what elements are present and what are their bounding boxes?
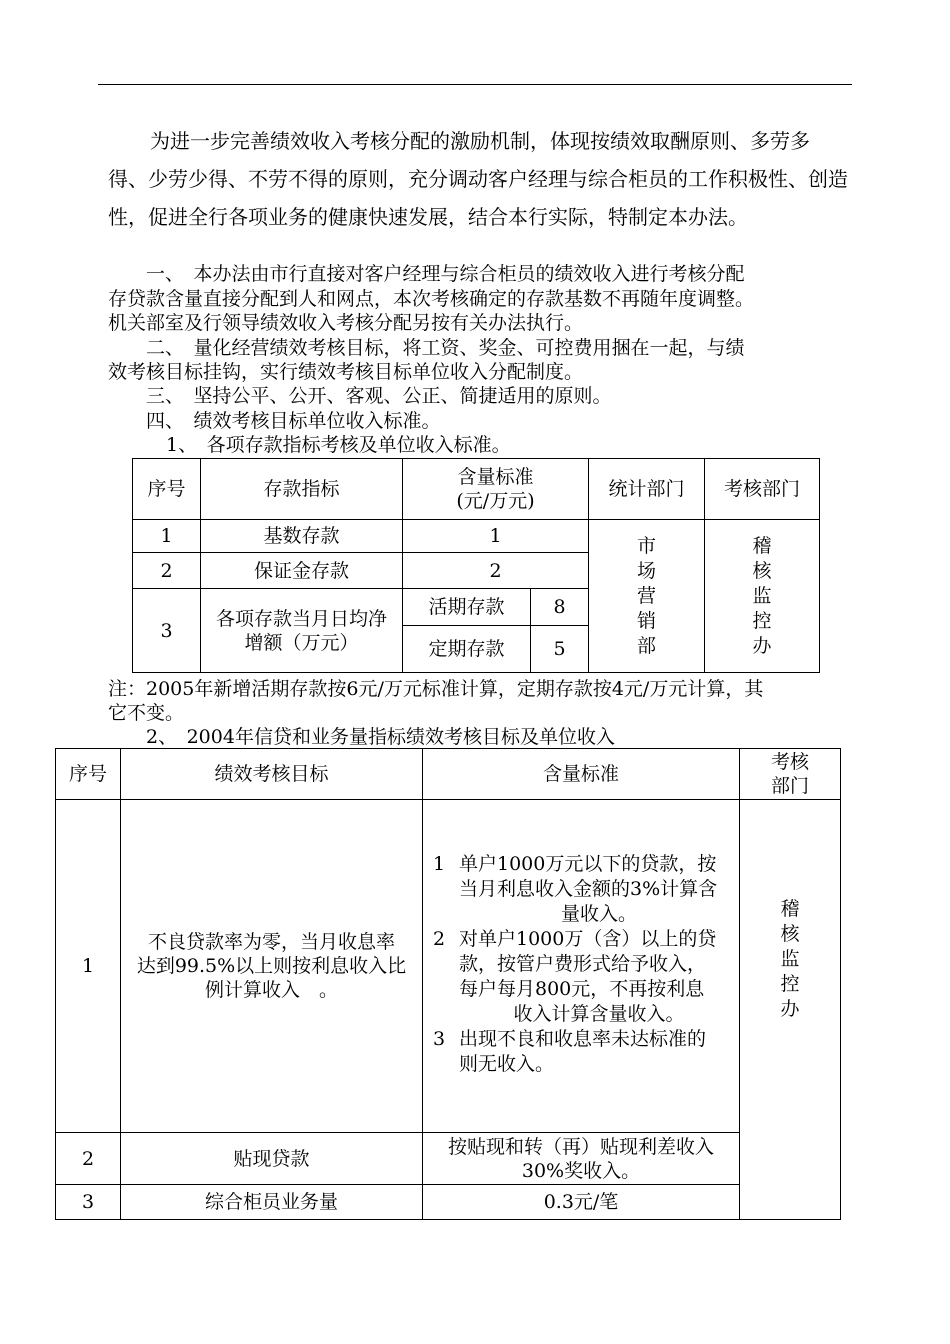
cell-sub-value: 8	[531, 589, 589, 626]
th-target: 绩效考核目标	[121, 749, 423, 800]
cell-seq: 3	[56, 1185, 121, 1220]
th-standard: 含量标准	[423, 749, 740, 800]
std-l1: 按贴现和转（再）贴现利差收入	[447, 1135, 714, 1158]
cell-sub-value: 5	[531, 626, 589, 673]
th-dept-l1: 考核	[770, 751, 809, 773]
deposit-table	[132, 458, 820, 673]
cell-indicator: 保证金存款	[201, 553, 403, 589]
cell-sub-label: 定期存款	[403, 626, 531, 673]
th-dept	[740, 749, 841, 800]
target-l1: 不良贷款率为零，当月收息率	[147, 931, 395, 953]
th-standard-l2: (元/万元)	[456, 490, 535, 512]
list-line: 款，按管户费形式给予收入，	[459, 953, 707, 975]
list-line: 则无收入。	[459, 1053, 555, 1075]
section-2-title: 2、 2004年信贷和业务量指标绩效考核目标及单位收入	[146, 726, 615, 748]
list-line: 每户每月800元，不再按利息	[459, 978, 705, 1000]
th-seq: 序号	[133, 459, 201, 520]
cell-target: 综合柜员业务量	[121, 1185, 423, 1220]
assess-char: 监	[752, 584, 772, 607]
item-1-line-1: 一、 本办法由市行直接对客户经理与综合柜员的绩效收入进行考核分配	[146, 263, 745, 285]
list-line: 收入计算含量收入。	[513, 1003, 685, 1025]
dept-char: 核	[780, 923, 800, 945]
std-l2: 30%奖收入。	[521, 1159, 641, 1182]
th-dept-l2: 部门	[770, 775, 809, 797]
item-1-line-3: 机关部室及行领导绩效收入考核分配另按有关办法执行。	[108, 312, 584, 334]
th-standard-l1: 含量标准	[457, 466, 534, 488]
item-4: 四、 绩效考核目标单位收入标准。	[146, 410, 441, 432]
assess-char: 核	[752, 559, 772, 582]
cell-indicator: 基数存款	[201, 520, 403, 553]
list-line: 当月利息收入金额的3%计算含	[459, 878, 718, 900]
table-header-row	[133, 459, 820, 520]
dept-char: 控	[780, 973, 800, 995]
indicator-l1: 各项存款当月日均净	[215, 607, 387, 630]
assess-char: 办	[752, 634, 772, 657]
table-row	[56, 1133, 841, 1185]
dept-char: 办	[780, 998, 800, 1020]
cell-standard: 0.3元/笔	[423, 1185, 740, 1220]
header-rule	[98, 84, 852, 85]
cell-seq: 1	[56, 800, 121, 1133]
table-header-row	[56, 749, 841, 800]
list-num: 2	[433, 928, 446, 950]
list-item	[423, 852, 739, 927]
table-row	[133, 520, 820, 553]
cell-seq: 3	[133, 589, 201, 673]
th-seq: 序号	[56, 749, 121, 800]
list-num: 1	[433, 853, 446, 875]
list-line: 出现不良和收息率未达标准的	[459, 1028, 707, 1050]
dept-char: 稽	[780, 898, 800, 920]
cell-target: 贴现贷款	[121, 1133, 423, 1185]
section-1-title: 1、 各项存款指标考核及单位收入标准。	[166, 434, 511, 456]
stat-char: 部	[637, 634, 657, 657]
item-3: 三、 坚持公平、公开、客观、公正、简捷适用的原则。	[146, 385, 612, 407]
item-2-line-2: 效考核目标挂钩，实行绩效考核目标单位收入分配制度。	[108, 361, 584, 383]
stat-char: 场	[637, 559, 657, 582]
stat-char: 销	[637, 609, 657, 632]
target-l3: 例计算收入 。	[204, 979, 338, 1001]
intro-paragraph: 为进一步完善绩效收入考核分配的激励机制，体现按绩效取酬原则、多劳多得、少劳少得、不劳不得的原则，充分调动客户经理与综合柜员的工作积极性、创造性，促进全行各项业务的健康快速发展，结合本行实际，特制定本办法。	[108, 129, 848, 229]
indicator-l2: 增额（万元）	[244, 631, 359, 654]
list-line: 量收入。	[560, 903, 637, 925]
assess-char: 控	[752, 609, 772, 632]
list-item	[423, 1027, 739, 1077]
th-standard	[403, 459, 589, 520]
target-l2: 达到99.5%以上则按利息收入比	[136, 955, 407, 977]
cell-sub-label: 活期存款	[403, 589, 531, 626]
cell-standard-list	[423, 800, 740, 1133]
credit-table	[55, 748, 841, 1220]
list-num: 3	[433, 1028, 446, 1050]
table-row	[56, 1185, 841, 1220]
cell-seq: 2	[56, 1133, 121, 1185]
cell-standard	[423, 1133, 740, 1185]
cell-stat-dept	[589, 520, 705, 673]
item-2-line-1: 二、 量化经营绩效考核目标，将工资、奖金、可控费用捆在一起，与绩	[146, 337, 745, 359]
stat-char: 营	[637, 584, 657, 607]
item-1-line-2: 存贷款含量直接分配到人和网点，本次考核确定的存款基数不再随年度调整。	[108, 288, 755, 310]
cell-value: 1	[403, 520, 589, 553]
cell-target	[121, 800, 423, 1133]
cell-assess-dept	[705, 520, 820, 673]
list-item	[423, 927, 739, 1027]
dept-char: 监	[780, 948, 800, 970]
note-line-2: 它不变。	[108, 702, 185, 724]
cell-indicator	[201, 589, 403, 673]
table-row	[56, 800, 841, 1133]
cell-value: 2	[403, 553, 589, 589]
cell-seq: 1	[133, 520, 201, 553]
th-assess-dept: 考核部门	[705, 459, 820, 520]
list-line: 对单户1000万（含）以上的贷	[459, 928, 717, 950]
th-stat-dept: 统计部门	[589, 459, 705, 520]
cell-seq: 2	[133, 553, 201, 589]
list-line: 单户1000万元以下的贷款，按	[459, 853, 717, 875]
th-indicator: 存款指标	[201, 459, 403, 520]
stat-char: 市	[637, 534, 657, 557]
note-line-1: 注：2005年新增活期存款按6元/万元标准计算，定期存款按4元/万元计算，其	[108, 678, 764, 700]
assess-char: 稽	[752, 534, 772, 557]
cell-dept	[740, 800, 841, 1220]
